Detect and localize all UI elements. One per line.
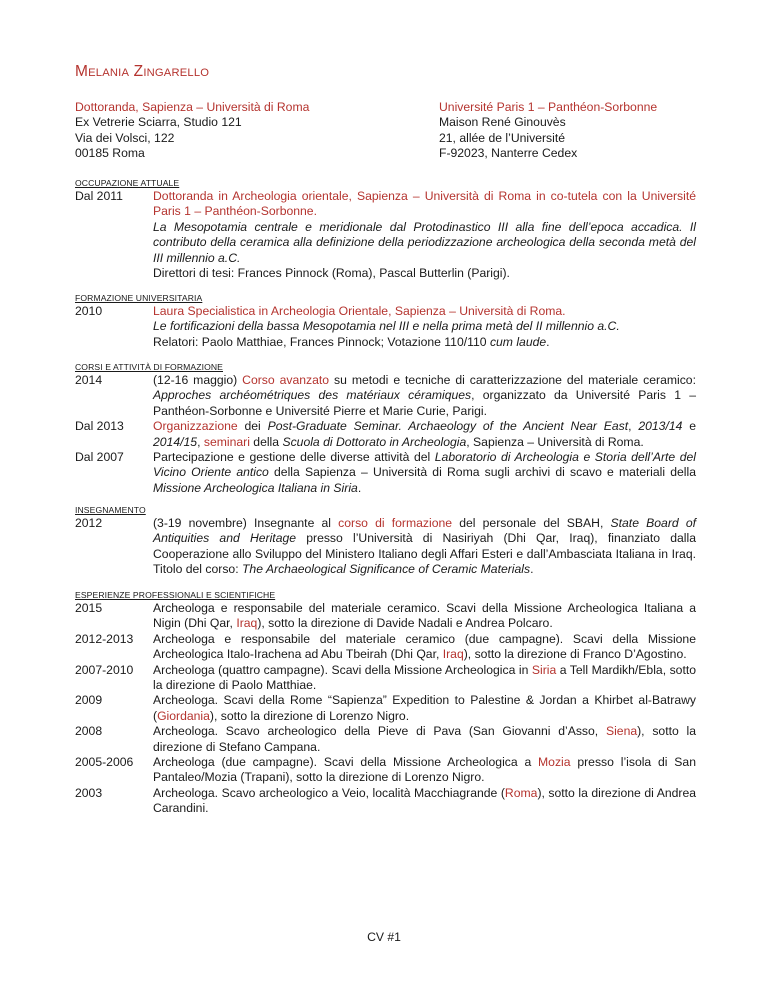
position-title: Dottoranda in Archeologia orientale, Sapienza – Università di Roma in co-tutela con la Université Paris 1 – Panthéon-Sorbonne.: [153, 189, 696, 219]
address-paris-institution: Université Paris 1 – Panthéon-Sorbonne: [439, 100, 658, 114]
cv-author-name: MELANIA ZINGARELLO: [75, 63, 210, 80]
section-corsi: [75, 362, 696, 496]
entry-date: Dal 2011: [75, 189, 123, 203]
address-paris: [439, 100, 657, 162]
address-line: 00185 Roma: [75, 146, 145, 161]
entry-esperienze-6: [75, 755, 696, 786]
section-title: INSEGNAMENTO: [75, 505, 146, 515]
address-line: Via dei Volsci, 122: [75, 130, 175, 145]
section-esperienze: [75, 590, 696, 817]
section-title: CORSI E ATTIVITÀ DI FORMAZIONE: [75, 362, 223, 372]
entry-date: Dal 2013: [75, 419, 124, 434]
entry-date: 2012-2013: [75, 631, 134, 646]
entry-esperienze-1: [75, 601, 696, 632]
entry-text: Partecipazione e gestione delle diverse attività del Laboratorio di Archeologia e Storia dell’Arte del Vicino Oriente antico della Sapienza – Università di Roma sugli archivi di scavo e materiali della Missione Archeologica Italiana in Siria.: [153, 450, 696, 495]
entry-date: 2008: [75, 724, 103, 739]
entry-date: 2003: [75, 785, 103, 800]
section-insegnamento: [75, 505, 696, 578]
section-title: FORMAZIONE UNIVERSITARIA: [75, 293, 203, 303]
address-rome: [75, 100, 309, 162]
entry-date: 2012: [75, 516, 103, 530]
address-line: 21, allée de l’Université: [439, 130, 566, 145]
thesis-title: La Mesopotamia centrale e meridionale dal Protodinastico III alla fine dell’epoca accadica. Il contributo della ceramica alla definizione della periodizzazione archeologica della seconda metà del III millennio a.C.: [153, 219, 696, 265]
entry-insegnamento: [75, 516, 696, 578]
page-footer: CV #1: [367, 930, 401, 944]
entry-text: Archeologa (due campagne). Scavi della Missione Archeologica a Mozia presso l’isola di San Pantaleo/Mozia (Trapani), sotto la direzione di Lorenzo Nigro.: [153, 755, 696, 785]
entry-esperienze-4: [75, 693, 696, 724]
address-line: Maison René Ginouvès: [439, 115, 566, 130]
entry-text: Archeologa. Scavo archeologico a Veio, località Macchiagrande (Roma), sotto la direzione di Andrea Carandini.: [153, 785, 696, 816]
section-formazione: [75, 293, 696, 350]
thesis-supervisors: Direttori di tesi: Frances Pinnock (Roma), Pascal Butterlin (Parigi).: [153, 266, 510, 281]
entry-date: 2009: [75, 693, 103, 708]
entry-text: Archeologa. Scavi della Rome “Sapienza” Expedition to Palestine & Jordan a Khirbet al-Batrawy (Giordania), sotto la direzione di Lorenzo Nigro.: [153, 693, 696, 723]
entry-date: 2007-2010: [75, 662, 134, 677]
entry-text: Archeologa e responsabile del materiale ceramico. Scavi della Missione Archeologica Italiana a Nigin (Dhi Qar, Iraq), sotto la direzione di Davide Nadali e Andrea Polcaro.: [153, 601, 696, 631]
section-occupazione: [75, 178, 696, 281]
entry-corsi-3: [75, 450, 696, 496]
entry-date: Dal 2007: [75, 450, 124, 465]
entry-esperienze-7: [75, 786, 696, 817]
degree-thesis: Le fortificazioni della bassa Mesopotamia nel III e nella prima metà del II millennio a.C.: [153, 319, 620, 334]
entry-text: (12-16 maggio) Corso avanzato su metodi e tecniche di caratterizzazione del materiale ceramico: Approches archéométriques des matériaux céramiques, organizzato da Université Paris 1 – Panthéon-Sorbonne e Université Pierre et Marie Curie, Parigi.: [153, 373, 696, 418]
entry-occupazione: [75, 189, 696, 281]
entry-text: Archeologa (quattro campagne). Scavi della Missione Archeologica in Siria a Tell Mardikh/Ebla, sotto la direzione di Paolo Matthiae.: [153, 662, 696, 693]
address-line: Ex Vetrerie Sciarra, Studio 121: [75, 115, 242, 130]
entry-text: Archeologa. Scavo archeologico della Pieve di Pava (San Giovanni d’Asso, Siena), sotto la direzione di Stefano Campana.: [153, 724, 696, 754]
section-title: ESPERIENZE PROFESSIONALI E SCIENTIFICHE: [75, 590, 276, 600]
section-title: OCCUPAZIONE ATTUALE: [75, 178, 180, 188]
entry-date: 2014: [75, 373, 103, 387]
entry-formazione: [75, 304, 696, 350]
entry-text: Organizzazione dei Post-Graduate Seminar. Archaeology of the Ancient Near East, 2013/14 e 2014/15, seminari della Scuola di Dottorato in Archeologia, Sapienza – Università di Roma.: [153, 419, 696, 449]
entry-text: (3-19 novembre) Insegnante al corso di formazione del personale del SBAH, State Board of Antiquities and Heritage presso l’Università di Nasiriyah (Dhi Qar, Iraq), finanziato dalla Cooperazione allo Sviluppo del Ministero Italiano degli Affari Esteri e dall’Ambasciata Italiana in Iraq. Titolo del corso: The Archaeological Significance of Ceramic Materials.: [153, 516, 696, 577]
degree-title: Laura Specialistica in Archeologia Orientale, Sapienza – Università di Roma.: [153, 304, 566, 318]
address-rome-institution: Dottoranda, Sapienza – Università di Roma: [75, 100, 310, 114]
entry-date: 2015: [75, 601, 103, 615]
entry-text: Archeologa e responsabile del materiale ceramico (due campagne). Scavi della Missione Archeologica Italo-Irachena ad Abu Tbeirah (Dhi Qar, Iraq), sotto la direzione di Franco D’Agostino.: [153, 631, 696, 662]
entry-esperienze-5: [75, 724, 696, 755]
address-line: F-92023, Nanterre Cedex: [439, 146, 578, 161]
entry-date: 2010: [75, 304, 103, 318]
entry-corsi-2: [75, 419, 696, 450]
entry-date: 2005-2006: [75, 755, 134, 770]
entry-esperienze-2: [75, 632, 696, 663]
degree-relatori: Relatori: Paolo Matthiae, Frances Pinnock; Votazione 110/110 cum laude.: [153, 334, 550, 349]
corso-avanzato-link: Corso avanzato: [242, 373, 330, 387]
entry-corsi-1: [75, 373, 696, 419]
entry-esperienze-3: [75, 663, 696, 694]
